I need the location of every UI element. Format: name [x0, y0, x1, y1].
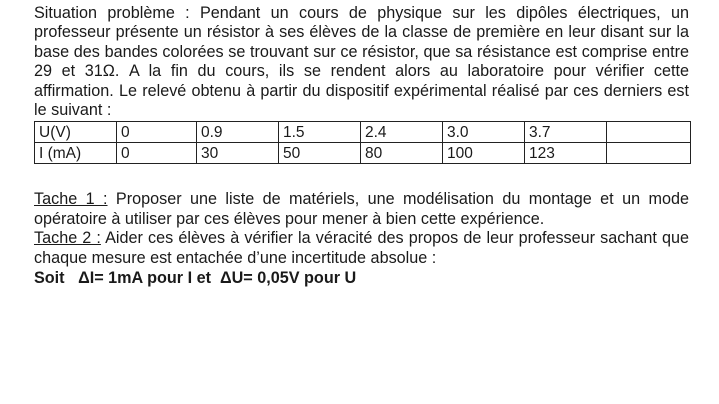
- table-cell: 2.4: [361, 122, 443, 143]
- task-2-text: Aider ces élèves à vérifier la véracité des propos de leur professeur sachant que chaque mesure est entachée d’une incertitude absolue :: [34, 229, 689, 267]
- table-row-voltage: [35, 122, 691, 143]
- task-1: [34, 190, 689, 229]
- table-cell: 3.7: [525, 122, 607, 143]
- table-cell: 0.9: [197, 122, 279, 143]
- table-cell: 1.5: [279, 122, 361, 143]
- spacer: [34, 164, 689, 190]
- table-cell: [607, 122, 691, 143]
- table-cell: 0: [117, 122, 197, 143]
- table-cell: 50: [279, 143, 361, 164]
- table-cell: 123: [525, 143, 607, 164]
- table-cell: 0: [117, 143, 197, 164]
- table-cell: 80: [361, 143, 443, 164]
- table-cell: 3.0: [443, 122, 525, 143]
- measurements-table: [34, 121, 691, 164]
- table-cell: [607, 143, 691, 164]
- table-cell: 100: [443, 143, 525, 164]
- row-header-current: I (mA): [35, 143, 117, 164]
- table-cell: 30: [197, 143, 279, 164]
- task-1-title: Tache 1 :: [34, 190, 108, 209]
- uncertainty-statement: Soit ΔI= 1mA pour I et ΔU= 0,05V pour U: [34, 269, 357, 288]
- table-row-current: [35, 143, 691, 164]
- problem-statement: Situation problème : Pendant un cours de physique sur les dipôles électriques, un professeur présente un résistor à ses élèves de la classe de première en leur disant sur la base des bandes colorées se trouvant sur ce résistor, que sa résistance est comprise entre 29 et 31Ω. A la fin du cours, ils se rendent alors au laboratoire pour vérifier cette affirmation. Le relevé obtenu à partir du dispositif expérimental réalisé par ces derniers est le suivant :: [34, 4, 689, 120]
- task-2-title: Tache 2 :: [34, 229, 101, 248]
- row-header-voltage: U(V): [35, 122, 117, 143]
- task-1-text: Proposer une liste de matériels, une modélisation du montage et un mode opératoire à utiliser par ces élèves pour mener à bien cette expérience.: [34, 190, 689, 228]
- task-2: [34, 229, 689, 268]
